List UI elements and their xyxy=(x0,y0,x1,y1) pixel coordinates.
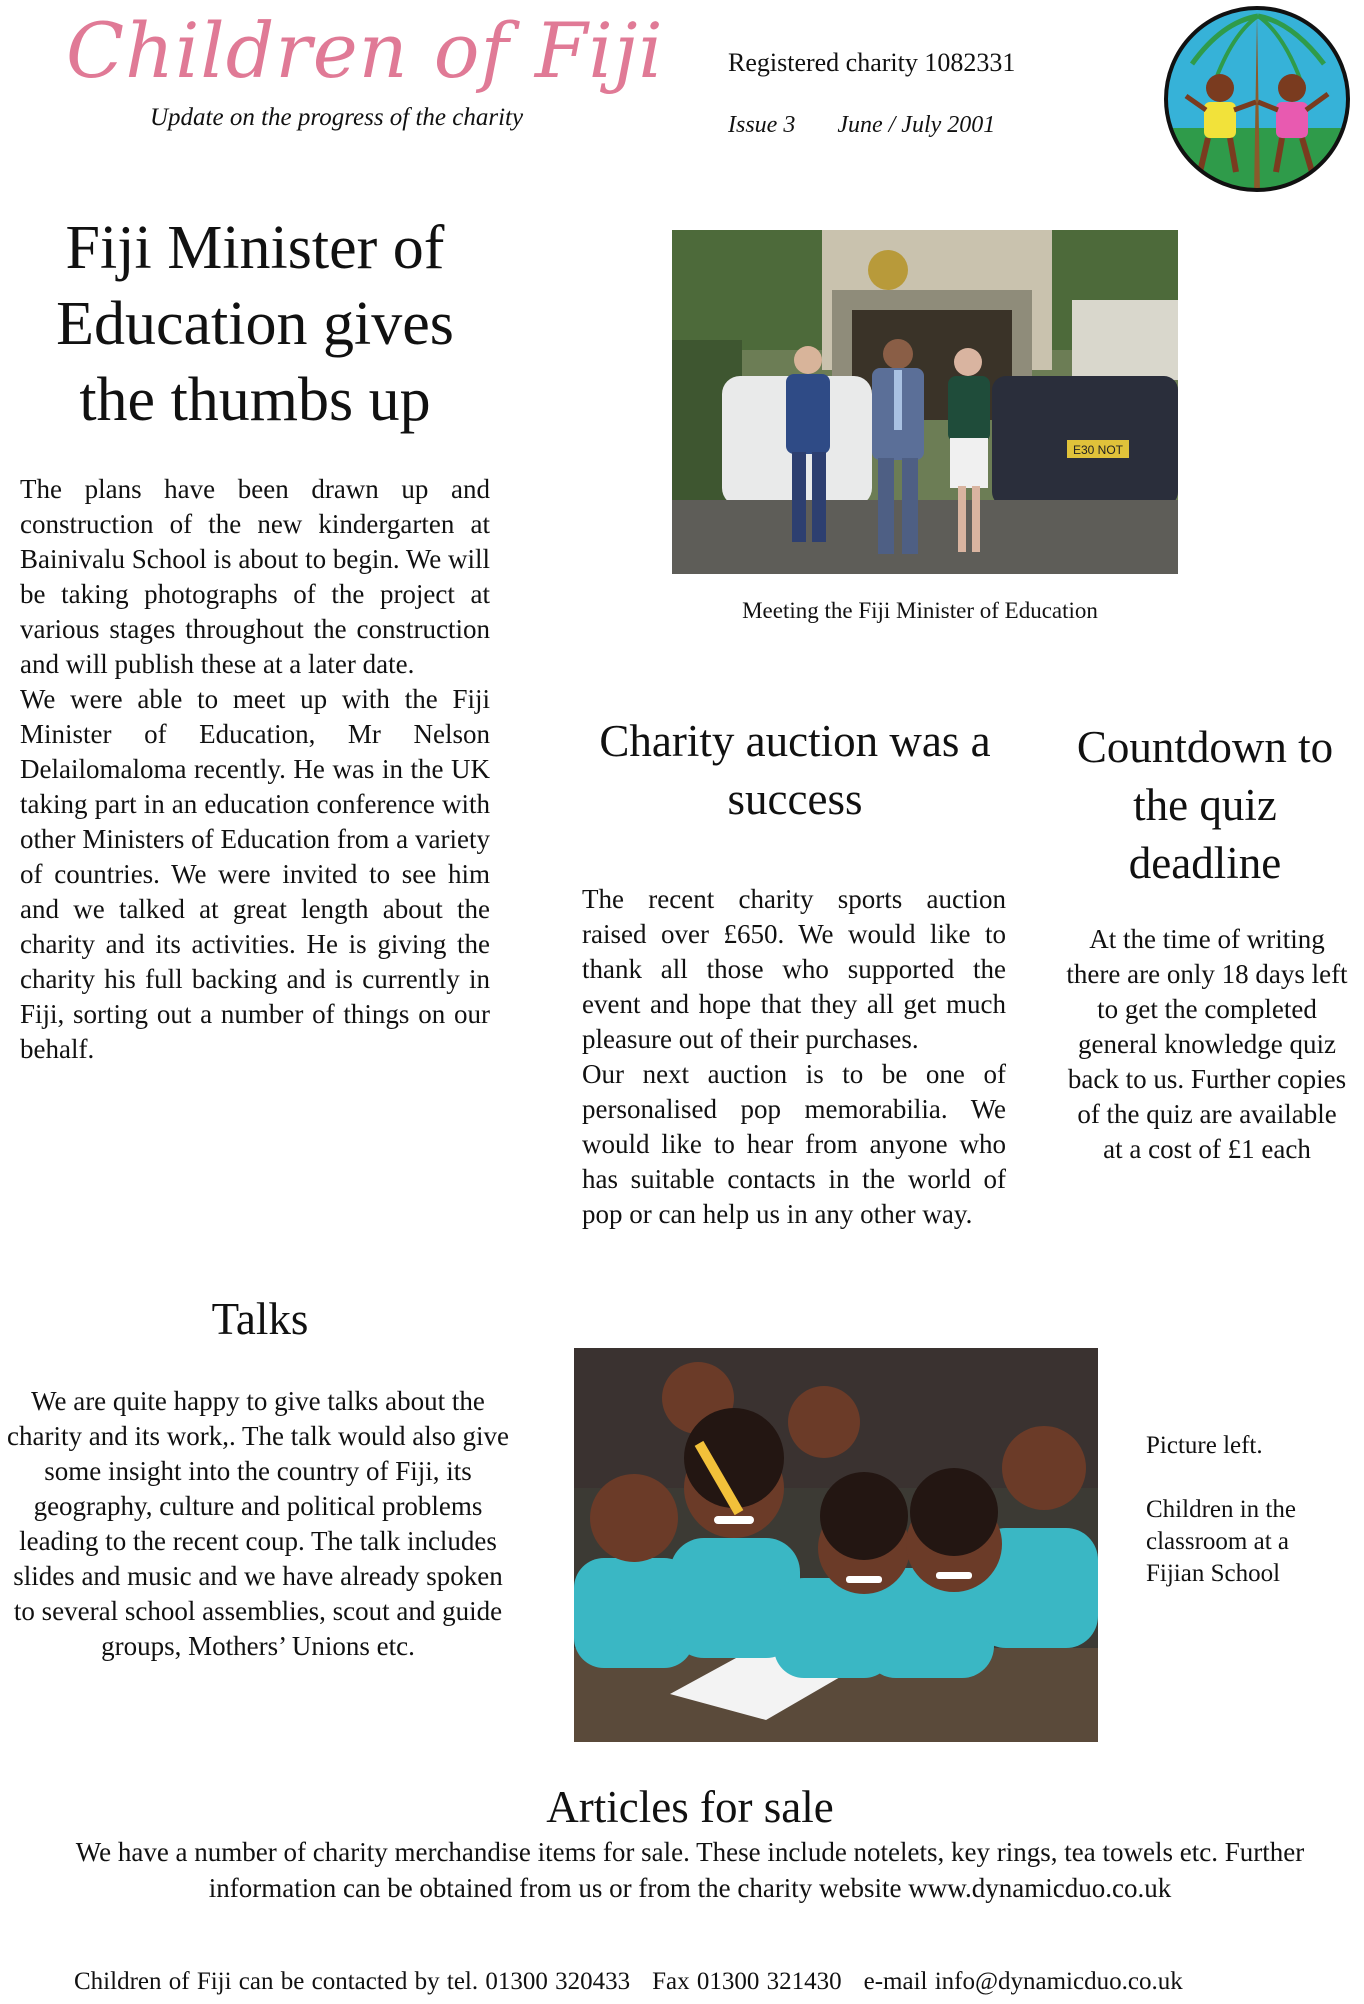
auction-paragraph: The recent charity sports auction raised over £650. We would like to thank all those who supported the event and hope that they all get much pleasure out of their purchases. xyxy=(582,884,1006,1054)
quiz-headline: Countdown to the quiz deadline xyxy=(1076,722,1334,888)
main-headline: Fiji Minister of Education gives the thumbs up xyxy=(56,214,454,434)
tagline: Update on the progress of the charity xyxy=(150,104,524,131)
charity-number: Registered charity 1082331 xyxy=(728,48,1016,77)
issue-date: June / July 2001 xyxy=(837,112,996,138)
children-photo-caption xyxy=(1146,1430,1346,1622)
talks-headline: Talks xyxy=(211,1294,309,1344)
meeting-photo-caption: Meeting the Fiji Minister of Education xyxy=(742,598,1098,623)
quiz-body: At the time of writing there are only 18 days left to get the completed general knowledge quiz back to us. Further copies of the quiz are available at a cost of £1 each xyxy=(1066,924,1348,1164)
number-plate: E30 NOT xyxy=(1072,443,1124,457)
auction-body xyxy=(582,882,1006,1232)
auction-headline: Charity auction was a success xyxy=(599,716,991,824)
issue-number: Issue 3 xyxy=(728,112,796,138)
main-article-body xyxy=(20,472,490,1067)
contact-footer xyxy=(74,1968,1205,1996)
charity-logo xyxy=(1162,4,1352,194)
caption-text: Children in the classroom at a Fijian School xyxy=(1146,1496,1296,1587)
main-paragraph: We were able to meet up with the Fiji Minister of Education, Mr Nelson Delailomaloma recently. He was in the UK taking part in an education conference with other Ministers of Education from a variety of countries. We were invited to see him and we talked at great length about the charity and its activities. He is giving the charity his full backing and is currently in Fiji, sorting out a number of things on our behalf. xyxy=(20,684,490,1064)
masthead-title: Children of Fiji xyxy=(66,6,664,95)
talks-body: We are quite happy to give talks about the charity and its work,. The talk would also give some insight into the country of Fiji, its geography, culture and political problems leading to the recent coup. The talk includes slides and music and we have already spoken to several school assemblies, scout and guide groups, Mothers’ Unions etc. xyxy=(7,1386,509,1661)
children-photo xyxy=(574,1348,1098,1742)
auction-paragraph: Our next auction is to be one of personalised pop memorabilia. We would like to hear from anyone who has suitable contacts in the world of pop or can help us in any other way. xyxy=(582,1059,1006,1229)
footer-phone: Children of Fiji can be contacted by tel. 01300 320433 xyxy=(74,1968,631,1995)
footer-fax: Fax 01300 321430 xyxy=(652,1968,842,1995)
sale-headline: Articles for sale xyxy=(546,1782,834,1832)
main-paragraph: The plans have been drawn up and construction of the new kindergarten at Bainivalu School is about to begin. We will be taking photographs of the project at various stages throughout the construction and will publish these at a later date. xyxy=(20,474,490,679)
meeting-photo xyxy=(672,230,1178,574)
sale-body: We have a number of charity merchandise items for sale. These include notelets, key rings, tea towels etc. Further information can be obtained from us or from the charity website www.dynamicduo.co.uk xyxy=(75,1837,1305,1903)
issue-line xyxy=(728,112,995,139)
caption-title: Picture left. xyxy=(1146,1432,1263,1459)
footer-email: e-mail info@dynamicduo.co.uk xyxy=(863,1968,1183,1995)
